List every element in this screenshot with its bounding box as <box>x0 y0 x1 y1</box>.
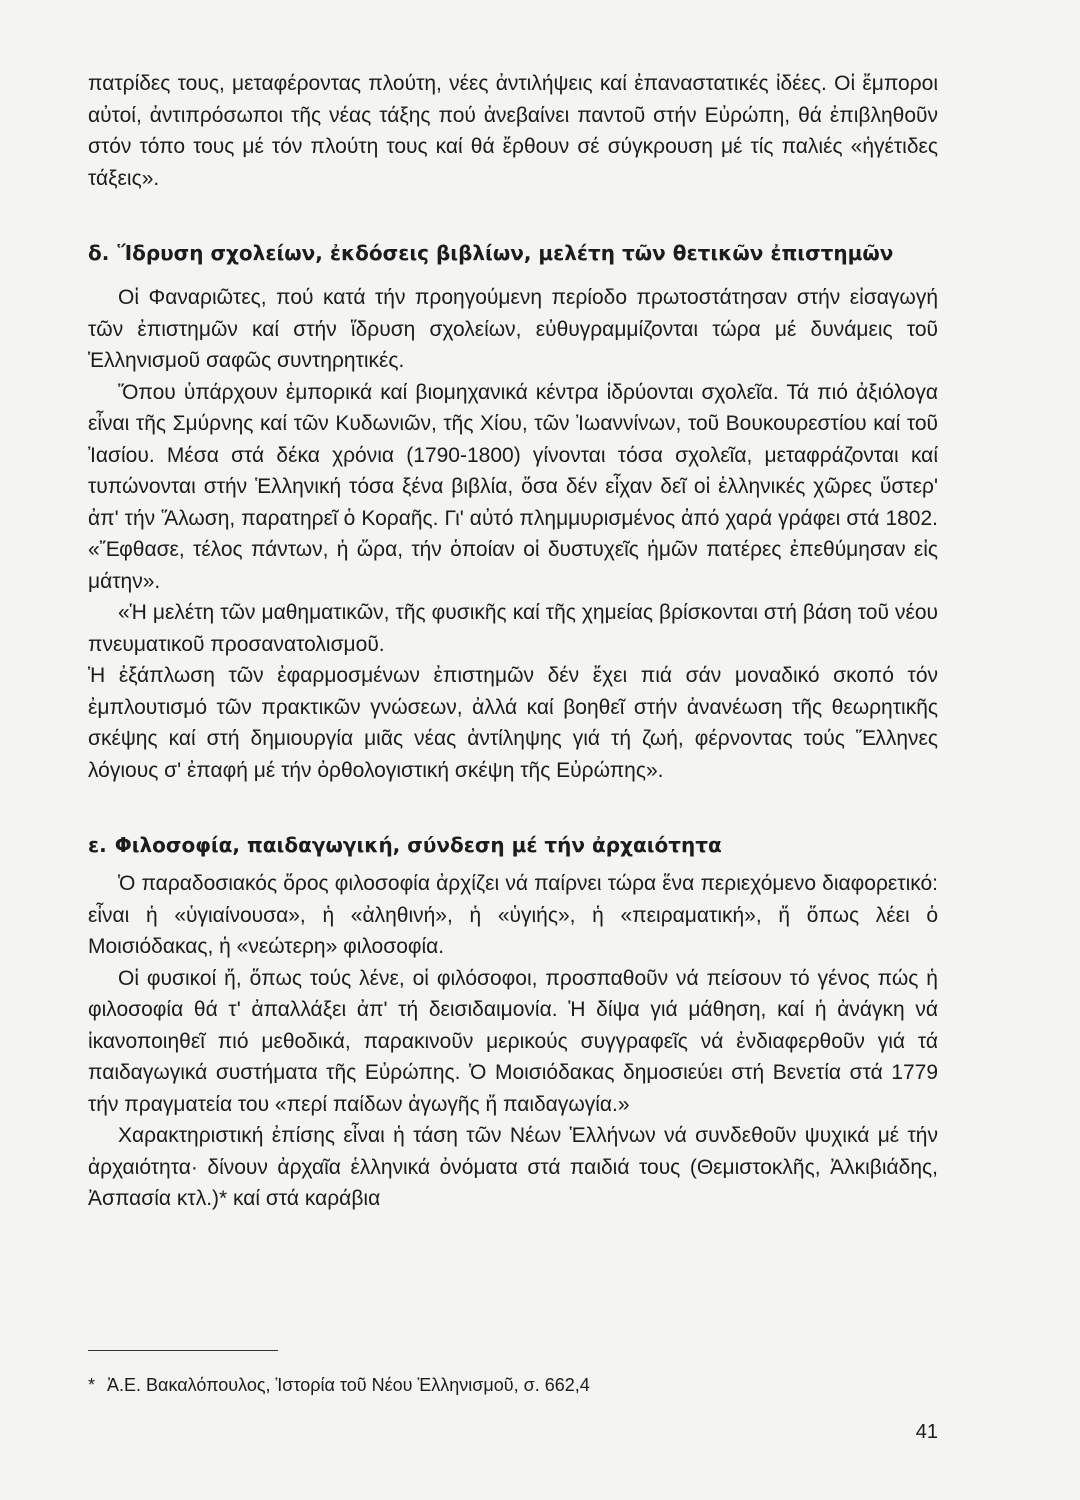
section-d-paragraph: Ὅπου ὑπάρχουν ἐμπορικά καί βιομηχανικά κέντρα ἱδρύονται σχολεῖα. Τά πιό ἀξιόλογα εἶναι τῆς Σμύρνης καί τῶν Κυδωνιῶν, τῆς Χίου, τῶν Ἰωαννίνων, τοῦ Βουκουρεστίου καί τοῦ Ἰασίου. Μέσα στά δέκα χρόνια (1790-1800) γίνονται τόσα σχολεῖα, μεταφράζονται καί τυπώνονται στήν Ἑλληνική τόσα ξένα βιβλία, ὅσα δέν εἶχαν δεῖ οἱ ἑλληνικές χῶρες ὕστερ' ἀπ' τήν Ἅλωση, παρατηρεῖ ὁ Κοραῆς. Γι' αὐτό πλημμυρισμένος ἀπό χαρά γράφει στά 1802. «Ἔφθασε, τέλος πάντων, ἡ ὥρα, τήν ὁποίαν οἱ δυστυχεῖς ἡμῶν πατέρες ἐπεθύμησαν εἰς μάτην». <box>88 380 938 593</box>
section-e-paragraph: Χαρακτηριστική ἐπίσης εἶναι ἡ τάση τῶν Νέων Ἑλλήνων νά συνδεθοῦν ψυχικά μέ τήν ἀρχαιότητα· δίνουν ἀρχαῖα ἑλληνικά ὀνόματα στά παιδιά τους (Θεμιστοκλῆς, Ἀλκιβιάδης, Ἀσπασία κτλ.)* καί στά καράβια <box>88 1124 938 1210</box>
section-d-heading <box>88 238 938 268</box>
footnote <box>88 1373 590 1397</box>
section-d-title: Ἵδρυση σχολείων, ἐκδόσεις βιβλίων, μελέτη τῶν θετικῶν ἐπιστημῶν <box>117 241 894 265</box>
footnote-text: Ἀ.Ε. Βακαλόπουλος, Ἱστορία τοῦ Νέου Ἑλληνισμοῦ, σ. 662,4 <box>107 1375 590 1395</box>
section-e-paragraph: Οἱ φυσικοί ἤ, ὅπως τούς λένε, οἱ φιλόσοφοι, προσπαθοῦν νά πείσουν τό γένος πώς ἡ φιλοσοφία θά τ' ἀπαλλάξει ἀπ' τή δεισιδαιμονία. Ἡ δίψα γιά μάθηση, καί ἡ ἀνάγκη νά ἱκανοποιηθεῖ πιό μεθοδικά, παρακινοῦν μερικούς συγγραφεῖς νά ἐνδιαφερθοῦν γιά τά παιδαγωγικά συστήματα τῆς Εὐρώπης. Ὁ Μοισιόδακας δημοσιεύει στή Βενετία στά 1779 τήν πραγματεία του «περί παίδων ἀγωγῆς ἤ παιδαγωγία.» <box>88 966 938 1116</box>
section-e-letter: ε. <box>88 833 107 857</box>
section-d-quote-paragraph: «Ἡ μελέτη τῶν μαθηματικῶν, τῆς φυσικῆς καί τῆς χημείας βρίσκονται στή βάση τοῦ νέου πνευματικοῦ προσανατολισμοῦ. <box>88 601 938 656</box>
section-e-paragraph: Ὁ παραδοσιακός ὅρος φιλοσοφία ἀρχίζει νά παίρνει τώρα ἕνα περιεχόμενο διαφορετικό: εἶναι ἡ «ὑγιαίνουσα», ἡ «ἀληθινή», ἡ «ὑγιής», ἡ «πειραματική», ἤ ὅπως λέει ὁ Μοισιόδακας, ἡ «νεώτερη» φιλοσοφία. <box>88 872 938 958</box>
section-e-title: Φιλοσοφία, παιδαγωγική, σύνδεση μέ τήν ἀρχαιότητα <box>114 833 722 857</box>
footnote-divider <box>88 1350 278 1351</box>
section-d-paragraph: Οἱ Φαναριῶτες, πού κατά τήν προηγούμενη περίοδο πρωτοστάτησαν στήν εἰσαγωγή τῶν ἐπιστημῶν καί στήν ἵδρυση σχολείων, εὐθυγραμμίζονται τώρα μέ δυνάμεις τοῦ Ἑλληνισμοῦ σαφῶς συντηρητικές. <box>88 286 938 372</box>
footnote-mark: * <box>88 1375 96 1395</box>
section-e-heading <box>88 830 938 860</box>
section-d-letter: δ. <box>88 241 110 265</box>
section-d-quote-paragraph: Ἡ ἐξάπλωση τῶν ἐφαρμοσμένων ἐπιστημῶν δέν ἔχει πιά σάν μοναδικό σκοπό τόν ἐμπλουτισμό τῶν πρακτικῶν γνώσεων, ἀλλά καί βοηθεῖ στήν ἀνανέωση τῆς θεωρητικῆς σκέψης καί στή δημιουργία μιᾶς νέας ἀντίληψης γιά τή ζωή, φέρνοντας τούς Ἕλληνες λόγιους σ' ἐπαφή μέ τήν ὀρθολογιστική σκέψη τῆς Εὐρώπης». <box>88 664 938 782</box>
book-page <box>88 68 938 1468</box>
intro-paragraph: πατρίδες τους, μεταφέροντας πλούτη, νέες ἀντιλήψεις καί ἐπαναστατικές ἰδέες. Οἱ ἔμποροι αὐτοί, ἀντιπρόσωποι τῆς νέας τάξης πού ἀνεβαίνει παντοῦ στήν Εὐρώπη, θά ἐπιβληθοῦν στόν τόπο τους μέ τόν πλούτη τους καί θά ἔρθουν σέ σύγκρουση μέ τίς παλιές «ἡγέτιδες τάξεις». <box>88 72 938 190</box>
page-number: 41 <box>915 1421 938 1443</box>
